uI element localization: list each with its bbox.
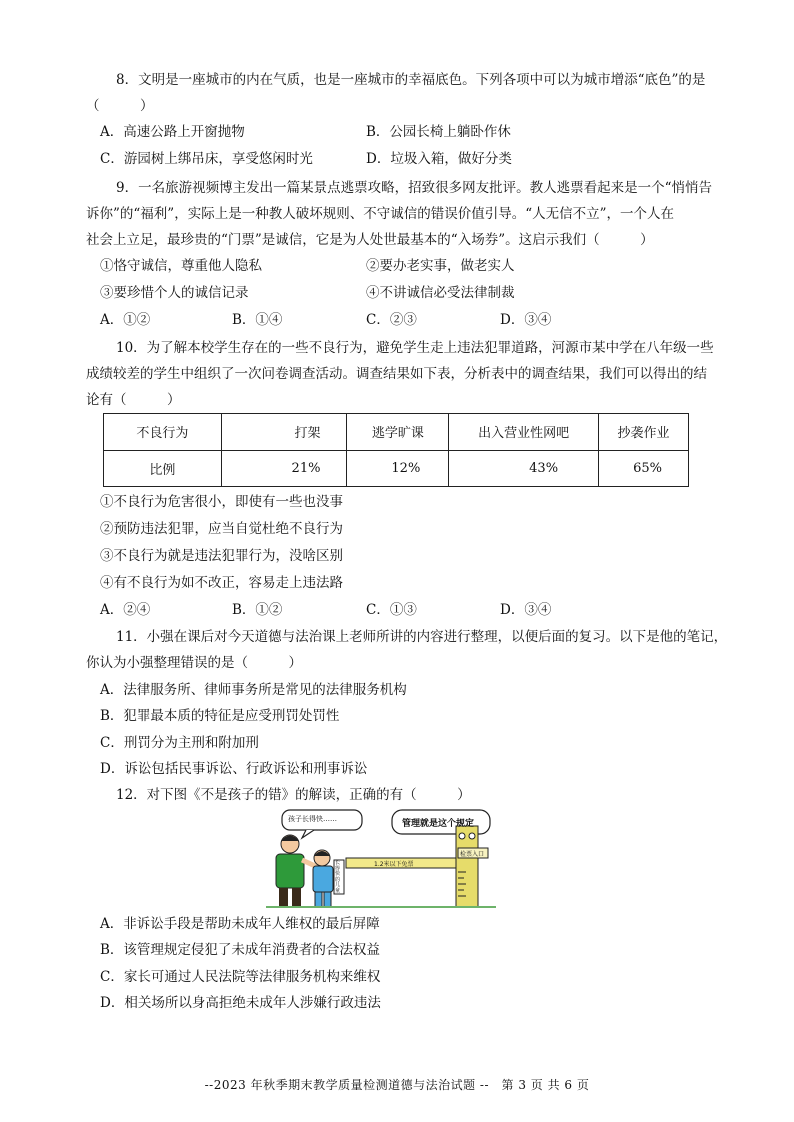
table-cell: 21% (221, 450, 347, 487)
table-header-cell: 抄袭作业 (599, 414, 689, 451)
q9-option-b: B．①④ (232, 312, 283, 328)
cartoon-illustration (266, 808, 496, 908)
q8-stem: 8．文明是一座城市的内在气质，也是一座城市的幸福底色。下列各项中可以为城市增添“底色”的是 (116, 72, 706, 88)
q12-option-b: B．该管理规定侵犯了未成年消费者的合法权益 (100, 942, 380, 958)
q9-option-d: D．③④ (500, 312, 552, 328)
bubble-left-text: 孩子长得快…… (288, 815, 337, 823)
table-cell: 43% (449, 450, 599, 487)
q9-item-4: ④不讲诚信必受法律制裁 (366, 285, 515, 301)
survey-table (103, 413, 689, 487)
height-bar-text: 1.2米以下免票 (374, 861, 414, 868)
table-header-cell: 打架 (221, 414, 347, 451)
q11-option-a: A．法律服务所、律师事务所是常见的法律服务机构 (100, 682, 407, 698)
q10-stem-line2: 成绩较差的学生中组织了一次问卷调查活动。调查结果如下表，分析表中的调查结果，我们可以得出的结 (86, 366, 707, 382)
q8-option-d: D．垃圾入箱，做好分类 (366, 151, 512, 167)
q8-option-a: A．高速公路上开窗抛物 (100, 124, 245, 140)
q9-item-1: ①恪守诚信，尊重他人隐私 (100, 258, 262, 274)
q10-stem-line1: 10．为了解本校学生存在的一些不良行为，避免学生走上违法犯罪道路，河源市某中学在八年级一些 (116, 340, 714, 356)
q8-option-b: B．公园长椅上躺卧作休 (366, 124, 511, 140)
q11-stem-line1: 11．小强在课后对今天道德与法治课上老师所讲的内容进行整理，以便后面的复习。以下是他的笔记， (116, 629, 728, 645)
q11-stem-line2: 你认为小强整理错误的是（ ） (86, 655, 302, 671)
q11-option-d: D．诉讼包括民事诉讼、行政诉讼和刑事诉讼 (100, 761, 368, 777)
q12-option-c: C．家长可通过人民法院等法律服务机构来维权 (100, 969, 381, 985)
q9-stem-line2: 诉你”的“福利”，实际上是一种教人破坏规则、不守诚信的错误价值引导。“人无信不立”，一个人在 (86, 206, 675, 222)
q12-stem: 12．对下图《不是孩子的错》的解读，正确的有（ ） (116, 787, 471, 803)
q9-item-3: ③要珍惜个人的诚信记录 (100, 285, 249, 301)
table-cell: 比例 (104, 450, 222, 487)
q12-option-d: D．相关场所以身高拒绝未成年人涉嫌行政违法 (100, 995, 381, 1011)
q10-item-3: ③不良行为就是违法犯罪行为，没啥区别 (100, 548, 343, 564)
q11-option-b: B．犯罪最本质的特征是应受刑罚处罚性 (100, 708, 340, 724)
table-row (104, 450, 689, 487)
table-header-cell: 不良行为 (104, 414, 222, 451)
q10-option-b: B．①② (232, 602, 283, 618)
q11-option-c: C．刑罚分为主刑和附加刑 (100, 735, 259, 751)
table-header-row (104, 414, 689, 451)
q9-stem-line1: 9．一名旅游视频博主发出一篇某景点逃票攻略，招致很多网友批评。教人逃票看起来是一个“悄悄告 (116, 180, 712, 196)
q10-option-a: A．②④ (100, 602, 151, 618)
q9-option-a: A．①② (100, 312, 151, 328)
table-cell: 12% (347, 450, 449, 487)
q10-stem-line3: 论有（ ） (86, 392, 181, 408)
bubble-right-text: 管理就是这个规定 (402, 819, 475, 829)
table-header-cell: 逃学旷课 (347, 414, 449, 451)
q10-option-d: D．③④ (500, 602, 552, 618)
q9-option-c: C．②③ (366, 312, 417, 328)
q10-item-4: ④有不良行为如不改正，容易走上违法路 (100, 575, 343, 591)
q10-item-2: ②预防违法犯罪，应当自觉杜绝不良行为 (100, 521, 343, 537)
q9-item-2: ②要办老实事，做老实人 (366, 258, 515, 274)
page-footer: --2023 年秋季期末教学质量检测道德与法治试题 -- 第 3 页 共 6 页 (204, 1078, 590, 1092)
q8-option-c: C．游园树上绑吊床，享受悠闲时光 (100, 151, 313, 167)
q10-item-1: ①不良行为危害很小，即使有一些也没事 (100, 494, 343, 510)
sign-text: 检票入口 (460, 851, 485, 858)
q12-option-a: A．非诉讼手段是帮助未成年人维权的最后屏障 (100, 916, 380, 932)
child-label-text: 长得快的儿童 (335, 860, 341, 894)
q10-option-c: C．①③ (366, 602, 417, 618)
q9-stem-line3: 社会上立足，最珍贵的“门票”是诚信，它是为人处世最基本的“入场券”。这启示我们（ ） (86, 232, 654, 248)
table-header-cell: 出入营业性网吧 (449, 414, 599, 451)
table-cell: 65% (599, 450, 689, 487)
q8-paren: （ ） (86, 98, 154, 114)
